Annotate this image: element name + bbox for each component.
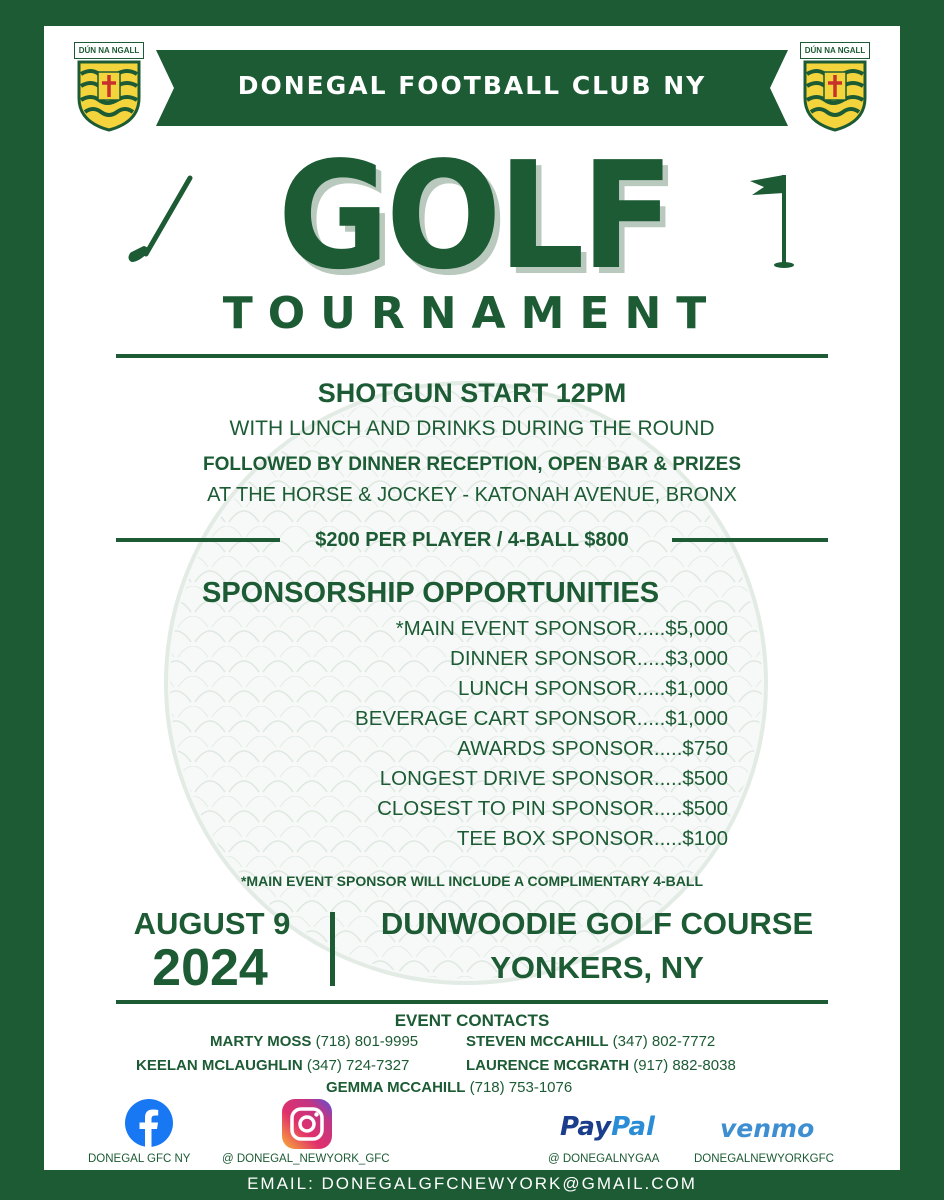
contact-entry	[210, 1032, 418, 1052]
sponsorship-item: BEVERAGE CART SPONSOR.....$1,000	[355, 707, 728, 730]
club-name: DONEGAL FOOTBALL CLUB NY	[237, 71, 707, 100]
paypal-logo-pay: Pay	[560, 1112, 612, 1142]
tournament-title: TOURNAMENT	[222, 288, 722, 339]
sponsorship-note: *MAIN EVENT SPONSOR WILL INCLUDE A COMPLIMENTARY 4-BALL	[240, 873, 703, 889]
golf-club-icon	[128, 174, 198, 266]
contact-name: KEELAN MCLAUGHLIN	[136, 1057, 303, 1074]
golf-flag-icon	[744, 171, 796, 271]
crest-label: DÚN NA NGALL	[800, 42, 870, 59]
contact-phone: (718) 753-1076	[469, 1079, 573, 1096]
club-banner	[156, 50, 788, 126]
contact-entry	[466, 1032, 715, 1052]
divider	[116, 354, 828, 358]
divider	[672, 538, 828, 542]
instagram-handle: @ DONEGAL_NEWYORK_GFC	[222, 1153, 390, 1165]
shotgun-start: SHOTGUN START 12PM	[317, 378, 627, 408]
crest-shield-icon	[77, 60, 141, 132]
event-date: AUGUST 9	[133, 906, 291, 941]
sponsorship-item: *MAIN EVENT SPONSOR.....$5,000	[395, 617, 728, 640]
paypal-logo[interactable]	[560, 1112, 655, 1142]
facebook-icon[interactable]	[124, 1098, 174, 1148]
venmo-handle: DONEGALNEWYORKGFC	[694, 1153, 834, 1165]
crest-shield-icon	[803, 60, 867, 132]
contact-entry	[326, 1078, 572, 1098]
venue-info: AT THE HORSE & JOCKEY - KATONAH AVENUE, BRONX	[207, 484, 737, 506]
crest-label: DÚN NA NGALL	[74, 42, 144, 59]
contact-name: STEVEN MCCAHILL	[466, 1033, 609, 1050]
contact-entry	[136, 1056, 409, 1076]
flyer	[44, 26, 900, 1170]
course-name: DUNWOODIE GOLF COURSE	[380, 906, 814, 941]
contact-name: GEMMA MCCAHILL	[326, 1079, 466, 1096]
contact-name: LAURENCE MCGRATH	[466, 1057, 630, 1074]
event-year: 2024	[152, 939, 268, 997]
sponsorship-item: LUNCH SPONSOR.....$1,000	[457, 677, 728, 700]
contact-phone: (347) 802-7772	[612, 1033, 716, 1050]
facebook-handle: DONEGAL GFC NY	[88, 1153, 191, 1165]
contact-entry	[466, 1056, 736, 1076]
vertical-divider	[330, 912, 335, 986]
contact-phone: (718) 801-9995	[315, 1033, 419, 1050]
instagram-icon[interactable]	[281, 1098, 333, 1150]
sponsorship-list	[228, 614, 728, 854]
paypal-handle: @ DONEGALNYGAA	[548, 1153, 660, 1165]
donegal-crest-right	[800, 42, 870, 134]
contact-phone: (347) 724-7327	[306, 1057, 410, 1074]
divider	[116, 1000, 828, 1004]
sponsorship-item: LONGEST DRIVE SPONSOR.....$500	[379, 767, 728, 790]
sponsorship-item: TEE BOX SPONSOR.....$100	[456, 827, 728, 850]
lunch-info: WITH LUNCH AND DRINKS DURING THE ROUND	[229, 417, 715, 440]
contacts-title: EVENT CONTACTS	[394, 1011, 550, 1030]
contact-email: EMAIL: DONEGALGFCNEWYORK@GMAIL.COM	[247, 1174, 697, 1193]
contact-phone: (917) 882-8038	[633, 1057, 736, 1074]
sponsorship-item: AWARDS SPONSOR.....$750	[457, 737, 728, 760]
dinner-info: FOLLOWED BY DINNER RECEPTION, OPEN BAR & PRIZES	[202, 454, 742, 475]
golf-title: GOLF	[277, 130, 671, 302]
course-city: YONKERS, NY	[490, 950, 704, 985]
sponsorship-item: CLOSEST TO PIN SPONSOR.....$500	[377, 797, 728, 820]
paypal-logo-pal: Pal	[611, 1112, 655, 1142]
price-info: $200 PER PLAYER / 4-BALL $800	[315, 529, 629, 551]
contact-name: MARTY MOSS	[210, 1033, 312, 1050]
venmo-logo[interactable]: venmo	[720, 1114, 815, 1143]
sponsorship-item: DINNER SPONSOR.....$3,000	[450, 647, 728, 670]
sponsorship-title: SPONSORSHIP OPPORTUNITIES	[202, 577, 660, 609]
donegal-crest-left	[74, 42, 144, 134]
